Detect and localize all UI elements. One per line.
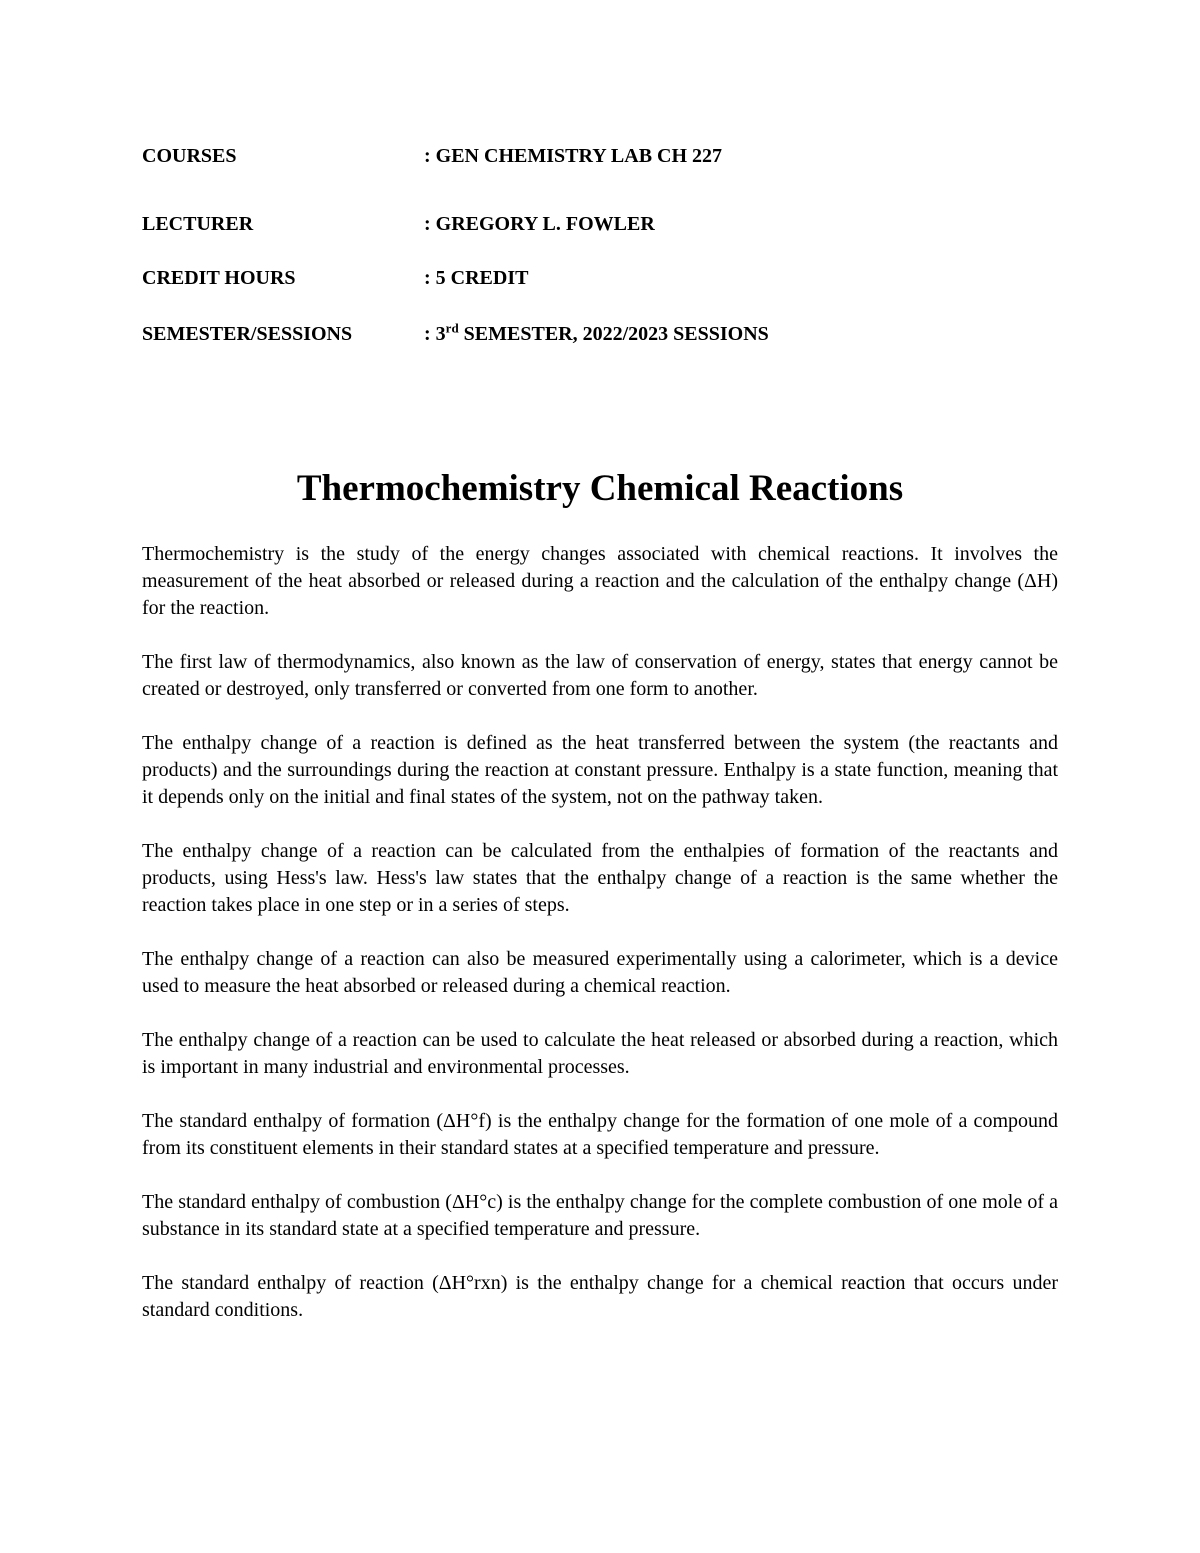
- paragraph: The enthalpy change of a reaction can be calculated from the enthalpies of formation of the reactants and products, using Hess's law. Hess's law states that the enthalpy change of a reaction is the same whether the reaction takes place in one step or in a series of steps.: [142, 840, 1058, 916]
- paragraph: The enthalpy change of a reaction can also be measured experimentally using a calorimeter, which is a device used to measure the heat absorbed or released during a chemical reaction.: [142, 948, 1058, 997]
- semester-value: [424, 319, 769, 349]
- paragraph: Thermochemistry is the study of the energy changes associated with chemical reactions. It involves the measurement of the heat absorbed or released during a reaction and the calculation of the enthalpy change (ΔH) for the reaction.: [142, 543, 1058, 619]
- courses-value: : GEN CHEMISTRY LAB CH 227: [424, 145, 723, 167]
- paragraph: The first law of thermodynamics, also known as the law of conservation of energy, states that energy cannot be created or destroyed, only transferred or converted from one form to another.: [142, 651, 1058, 700]
- semester-row: [142, 319, 1062, 349]
- lecturer-value: : GREGORY L. FOWLER: [424, 213, 655, 235]
- page-title: Thermochemistry Chemical Reactions: [296, 468, 904, 509]
- courses-label: COURSES: [142, 145, 237, 167]
- credit-hours-row: [142, 263, 1062, 293]
- semester-value-prefix: : 3: [424, 323, 446, 345]
- paragraph: The enthalpy change of a reaction is defined as the heat transferred between the system (the reactants and products) and the surroundings during the reaction at constant pressure. Enthalpy is a state function, meaning that it depends only on the initial and final states of the system, not on the pathway taken.: [142, 732, 1058, 808]
- semester-ordinal-suffix: rd: [445, 320, 459, 336]
- credit-hours-label: CREDIT HOURS: [142, 267, 296, 289]
- paragraph: The standard enthalpy of reaction (ΔH°rxn) is the enthalpy change for a chemical reaction that occurs under standard conditions.: [142, 1272, 1058, 1321]
- paragraph: The standard enthalpy of combustion (ΔH°c) is the enthalpy change for the complete combustion of one mole of a substance in its standard state at a specified temperature and pressure.: [142, 1191, 1058, 1240]
- semester-label: SEMESTER/SESSIONS: [142, 323, 353, 345]
- courses-row: [142, 141, 1062, 171]
- lecturer-row: [142, 209, 1062, 239]
- paragraph: The standard enthalpy of formation (ΔH°f) is the enthalpy change for the formation of one mole of a compound from its constituent elements in their standard states at a specified temperature and pressure.: [142, 1110, 1058, 1159]
- credit-hours-value: : 5 CREDIT: [424, 267, 529, 289]
- document-body: [142, 541, 1058, 1351]
- paragraph: The enthalpy change of a reaction can be used to calculate the heat released or absorbed during a reaction, which is important in many industrial and environmental processes.: [142, 1029, 1058, 1078]
- semester-value-suffix: SEMESTER, 2022/2023 SESSIONS: [458, 323, 769, 345]
- lecturer-label: LECTURER: [142, 213, 254, 235]
